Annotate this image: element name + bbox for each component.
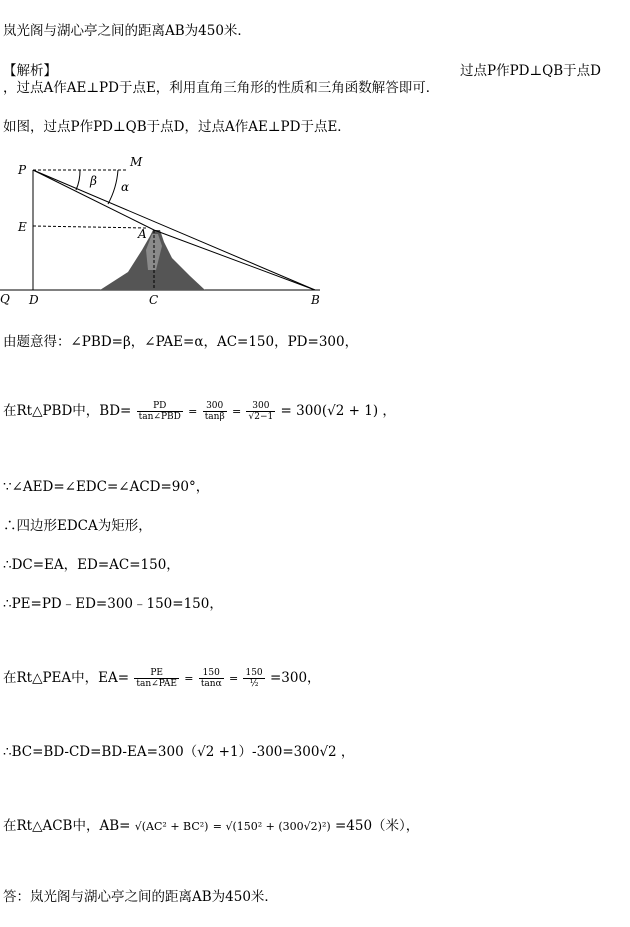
fraction-denominator: tan∠PAE — [136, 679, 177, 689]
step-ea: 在Rt△PEA中，EA= $\frac{PE}{\text{tan∠PAE}}$ = $\frac{150}{\tan\alpha}$ = $\frac{150}{\text{½}}$ =300， — [3, 668, 321, 689]
label-q: Q — [0, 292, 10, 306]
label-alpha: α — [121, 180, 130, 194]
label-c: C — [149, 293, 159, 307]
fraction-denominator: tan∠PBD — [138, 412, 181, 422]
step-ab-result: =450（米）， — [334, 818, 420, 834]
step-ab-expr1: √(AC² + BC²) — [134, 820, 209, 833]
construction-line: 如图，过点P作PD⊥QB于点D，过点A作AE⊥PD于点E． — [3, 119, 351, 135]
label-m: M — [130, 155, 143, 169]
fraction-numerator: 150 — [245, 668, 263, 678]
step-ea-prefix: 在Rt△PEA中，EA= — [3, 670, 130, 686]
analysis-continuation: ，过点A作AE⊥PD于点E，利用直角三角形的性质和三角函数解答即可． — [3, 80, 440, 96]
label-p: P — [18, 163, 27, 177]
label-d: D — [29, 293, 39, 307]
geometry-figure — [0, 150, 340, 310]
intro-line: 岚光阁与湖心亭之间的距离AB为450米． — [3, 23, 251, 39]
angles-line: ∵∠AED=∠EDC=∠ACD=90°， — [3, 479, 210, 495]
pe-line: ∴PE=PD﹣ED=300﹣150=150， — [3, 596, 223, 612]
analysis-tag: 【解析】 — [3, 63, 57, 79]
step-ab — [3, 817, 419, 836]
fraction-denominator: √2−1 — [248, 412, 274, 422]
angle-alpha-arc — [108, 170, 118, 204]
given-line: 由题意得：∠PBD=β，∠PAE=α，AC=150，PD=300， — [3, 334, 359, 350]
fraction-numerator: 300 — [203, 401, 227, 412]
analysis-right-text: 过点P作PD⊥QB于点D — [460, 63, 601, 79]
fraction-numerator: 300 — [246, 401, 275, 412]
bc-line: ∴BC=BD-CD=BD-EA=300（√2 +1）-300=300√2 ， — [3, 744, 355, 760]
answer-line: 答：岚光阁与湖心亭之间的距离AB为450米． — [3, 889, 278, 905]
dc-ea-line: ∴DC=EA，ED=AC=150， — [3, 557, 180, 573]
fraction-pe-tan — [134, 668, 179, 689]
fraction-numerator: PE — [134, 668, 179, 679]
fraction-pd-tan — [137, 401, 183, 422]
segment-ea-dashed — [33, 226, 146, 228]
fraction-numerator: PD — [137, 401, 183, 412]
label-a: A — [138, 227, 147, 241]
fraction-denominator: ½ — [249, 679, 259, 689]
fraction-denominator: tanα — [200, 679, 222, 689]
step-ab-prefix: 在Rt△ACB中，AB= — [3, 818, 131, 834]
label-beta: β — [90, 174, 97, 188]
step-bd: 在Rt△PBD中，BD= $\frac{PD}{\text{tan∠PBD}}$ = $\frac{300}{\tan\beta}$ = $\frac{300}{√2-1}$ = 300(√2 + 1) ， — [3, 401, 396, 422]
rectangle-line: ∴四边形EDCA为矩形， — [3, 518, 152, 534]
fraction-150-half — [243, 668, 264, 689]
fraction-300-tanbeta — [203, 401, 227, 422]
step-bd-prefix: 在Rt△PBD中，BD= — [3, 403, 132, 419]
angle-beta-arc — [76, 170, 80, 190]
label-b: B — [311, 293, 320, 307]
step-ab-expr2: = √(150² + (300√2)²) — [212, 820, 331, 833]
step-ea-result: =300， — [269, 670, 321, 686]
fraction-150-tanalpha — [199, 668, 224, 689]
step-bd-result: = 300(√2 + 1) ， — [280, 403, 396, 419]
label-e: E — [18, 220, 27, 234]
fraction-denominator: tanβ — [204, 412, 225, 422]
fraction-numerator: 150 — [199, 668, 224, 679]
fraction-300-sqrt — [246, 401, 275, 422]
